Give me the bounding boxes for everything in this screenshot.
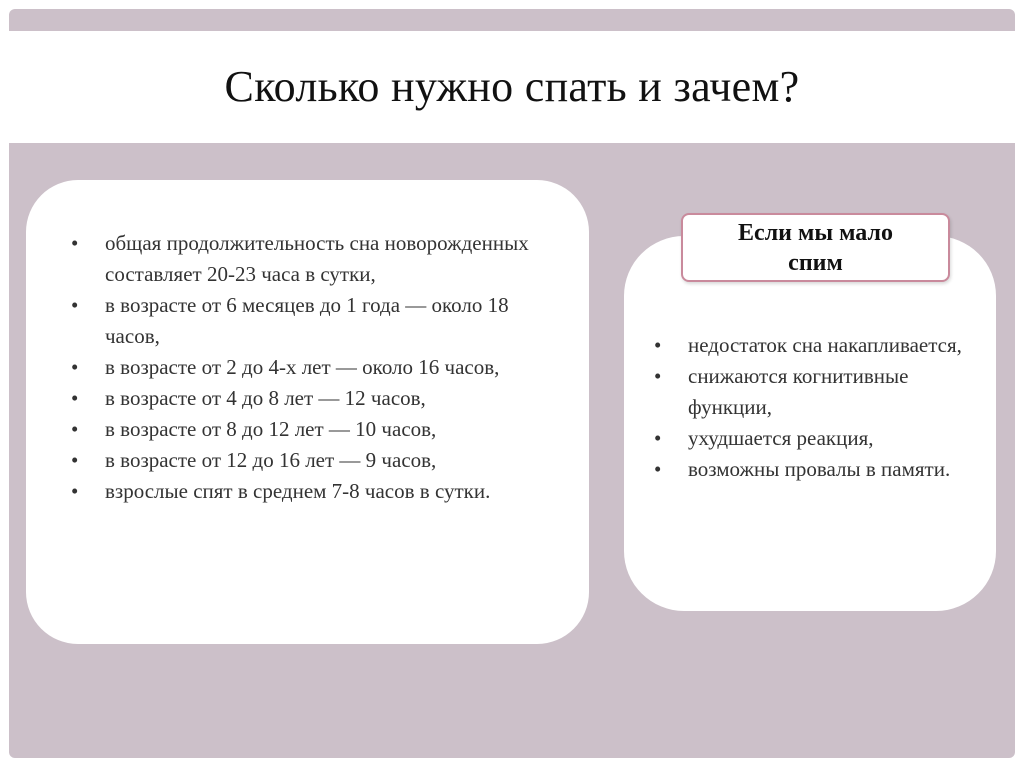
sleep-deprivation-heading xyxy=(681,213,950,282)
list-item xyxy=(71,290,561,352)
list-item-text: в возрасте от 12 до 16 лет — 9 часов, xyxy=(105,448,437,472)
bullet-icon: • xyxy=(654,333,662,357)
list-item-text: в возрасте от 6 месяцев до 1 года — около 18 часов, xyxy=(105,293,509,348)
list-item-text: взрослые спят в среднем 7-8 часов в сутки. xyxy=(105,479,491,503)
bullet-icon: • xyxy=(654,426,662,450)
bullet-icon: • xyxy=(654,457,662,481)
bullet-icon: • xyxy=(71,448,79,472)
list-item xyxy=(71,228,561,290)
list-item xyxy=(71,476,561,507)
list-item xyxy=(71,445,561,476)
bullet-icon: • xyxy=(71,417,79,441)
list-item-text: ухудшается реакция, xyxy=(688,426,874,450)
bullet-icon: • xyxy=(71,231,79,255)
list-item xyxy=(654,361,984,423)
list-item xyxy=(71,414,561,445)
list-item-text: снижаются когнитивные функции, xyxy=(688,364,909,419)
list-item xyxy=(71,352,561,383)
bullet-icon: • xyxy=(71,355,79,379)
bullet-icon: • xyxy=(71,293,79,317)
list-item-text: недостаток сна накапливается, xyxy=(688,333,962,357)
bullet-icon: • xyxy=(71,386,79,410)
list-item xyxy=(71,383,561,414)
bullet-icon: • xyxy=(654,364,662,388)
sleep-deprivation-panel xyxy=(624,236,996,611)
list-item-text: возможны провалы в памяти. xyxy=(688,457,951,481)
list-item-text: в возрасте от 4 до 8 лет — 12 часов, xyxy=(105,386,426,410)
list-item-text: в возрасте от 2 до 4-х лет — около 16 часов, xyxy=(105,355,500,379)
heading-text: Если мы мало спим xyxy=(738,219,893,276)
list-item-text: общая продолжительность сна новорожденных составляет 20-23 часа в сутки, xyxy=(105,231,529,286)
sleep-duration-panel xyxy=(26,180,589,644)
sleep-deprivation-list xyxy=(654,330,984,485)
list-item xyxy=(654,423,984,454)
slide xyxy=(9,9,1015,758)
list-item xyxy=(654,330,984,361)
slide-title: Сколько нужно спать и зачем? xyxy=(224,62,800,111)
list-item xyxy=(654,454,984,485)
list-item-text: в возрасте от 8 до 12 лет — 10 часов, xyxy=(105,417,437,441)
bullet-icon: • xyxy=(71,479,79,503)
sleep-duration-list xyxy=(71,228,561,507)
